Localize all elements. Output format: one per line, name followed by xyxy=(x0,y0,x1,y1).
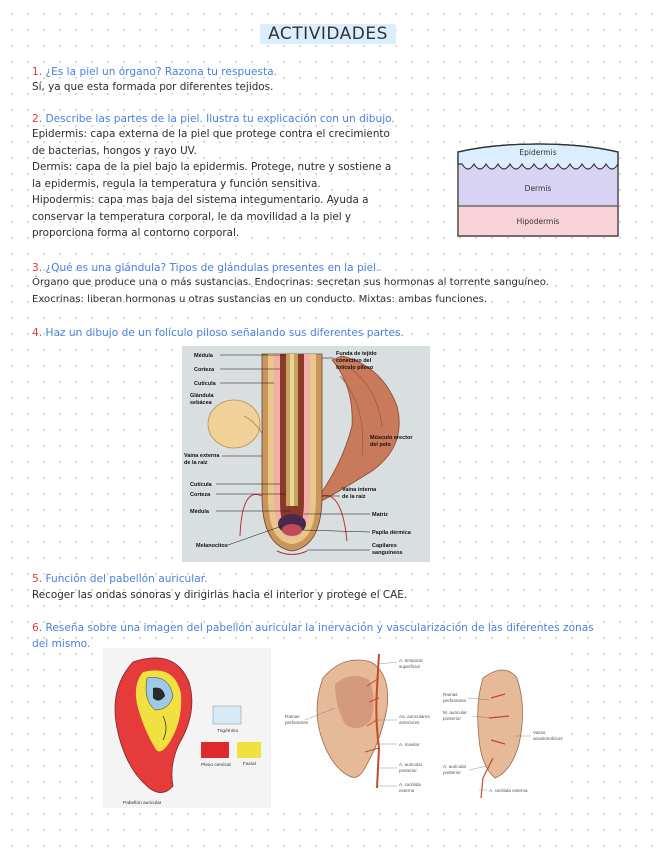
label-sebacea: sebácea xyxy=(190,400,212,406)
answer-line: de bacterias, hongos y rayo UV. xyxy=(32,144,197,157)
label-trigemino: Trigémino xyxy=(217,729,239,734)
hipodermis-label: Hipodermis xyxy=(516,217,560,226)
label-a-carotida-2: externa xyxy=(399,788,415,793)
label-plexo-cervical: Plexo cervical xyxy=(201,763,231,768)
question-3: 3. ¿Qué es una glándula? Tipos de glándulas presentes en la piel. xyxy=(32,262,380,274)
label-a-carotida-r: A. carótida externa xyxy=(489,788,528,793)
question-5: 5. Función del pabellón auricular. xyxy=(32,573,208,585)
label-cuticula: Cutícula xyxy=(194,381,216,387)
label-a-auricular: A. auricular xyxy=(399,762,423,767)
skin-layers-diagram xyxy=(452,140,627,242)
label-vasos: Vasos xyxy=(533,730,546,735)
label-a-auricular-2: posterior xyxy=(399,768,417,773)
question-4: 4. Haz un dibujo de un folículo piloso señalando sus diferentes partes. xyxy=(32,327,404,339)
label-funda: Funda de tejido xyxy=(336,351,377,357)
label-vaina-interna: Vaina interna xyxy=(342,487,377,493)
answer-line: la epidermis, regula la temperatura y función sensitiva. xyxy=(32,177,321,190)
label-musculo: Músculo erector xyxy=(370,435,413,441)
label-papila: Papila dérmica xyxy=(372,530,411,536)
hair-follicle-figure xyxy=(182,346,430,562)
label-a-carotida: A. carótida xyxy=(399,782,421,787)
label-a-temporal-2: superficial xyxy=(399,664,420,669)
label-a-maxilar: A. maxilar xyxy=(399,742,420,747)
label-facial: Facial xyxy=(243,762,256,767)
label-matriz: Matriz xyxy=(372,512,388,518)
label-a-auricular-r-2: posterior xyxy=(443,770,461,775)
label-vasos-2: anastomóticos xyxy=(533,736,563,741)
label-medula-2: Médula xyxy=(190,509,209,515)
label-melanocitos: Melanocitos xyxy=(196,543,228,549)
answer-line: proporciona forma al contorno corporal. xyxy=(32,227,240,239)
label-vaina-externa: Vaina externa xyxy=(184,453,220,459)
question-1: 1. ¿Es la piel un órgano? Razona tu respuesta. xyxy=(32,66,277,78)
label-corteza: Corteza xyxy=(194,367,215,373)
label-ramas-r: Ramas xyxy=(443,692,458,697)
answer-line: Dermis: capa de la piel bajo la epidermis. Protege, nutre y sostiene a xyxy=(32,161,392,173)
page-title: ACTIVIDADES xyxy=(0,24,656,44)
label-ramas-perforantes: Ramas xyxy=(285,714,300,719)
label-glandula: Glándula xyxy=(190,393,214,399)
label-pabellon: Pabellón auricular xyxy=(123,801,162,806)
label-aa-auriculares-2: anteriores xyxy=(399,720,420,725)
answer-3 xyxy=(32,275,549,308)
answer-line: Exocrinas: liberan hormonas u otras sustancias en un conducto. Mixtas: ambas funciones. xyxy=(32,293,488,305)
label-aa-auriculares: Aa. auriculares xyxy=(399,714,430,719)
label-funda-3: folículo piloso xyxy=(336,365,374,371)
epidermis-label: Epidermis xyxy=(519,148,557,157)
ear-innervation-figure xyxy=(103,648,271,808)
label-capilares-2: sanguíneos xyxy=(372,550,403,556)
answer-line: Órgano que produce una o más sustancias. Endocrinas: secretan sus hormonas al torrente sanguíneo. xyxy=(32,277,549,288)
label-a-auricular-r: A. auricular xyxy=(443,764,467,769)
label-musculo-2: del pelo xyxy=(370,442,391,448)
label-vaina-interna-2: de la raíz xyxy=(342,494,366,500)
answer-2 xyxy=(32,126,442,242)
label-ramas-r-2: perforantes xyxy=(443,698,467,703)
question-6: 6. Reseña sobre una imagen del pabellón auricular la inervación y vascularización de las diferentes zonas xyxy=(32,622,594,634)
label-medula: Médula xyxy=(194,353,213,359)
label-m-auricular: M. auricular xyxy=(443,710,467,715)
label-m-auricular-2: posterior xyxy=(443,716,461,721)
question-6-cont: del mismo. xyxy=(32,638,91,650)
label-a-temporal: A. temporal xyxy=(399,658,423,663)
label-cuticula-2: Cutícula xyxy=(190,482,212,488)
label-vaina-externa-2: de la raíz xyxy=(184,460,208,466)
label-corteza-2: Corteza xyxy=(190,492,211,498)
answer-5: Recoger las ondas sonoras y dirigirlas hacia el interior y protege el CAE. xyxy=(32,589,408,601)
answer-1: Sí, ya que esta formada por diferentes tejidos. xyxy=(32,81,274,93)
label-capilares: Capilares xyxy=(372,543,397,549)
answer-line: conservar la temperatura corporal, le da movilidad a la piel y xyxy=(32,210,352,223)
label-ramas-perforantes-2: perforantes xyxy=(285,720,309,725)
dermis-label: Dermis xyxy=(524,184,552,193)
label-funda-2: conectivo del xyxy=(336,358,372,364)
ear-vascular-figure xyxy=(283,648,563,800)
question-2: 2. Describe las partes de la piel. Ilustra tu explicación con un dibujo. xyxy=(32,113,395,125)
answer-line: Epidermis: capa externa de la piel que protege contra el crecimiento xyxy=(32,128,390,140)
answer-line: Hipodermis: capa mas baja del sistema integumentario. Ayuda a xyxy=(32,194,369,206)
